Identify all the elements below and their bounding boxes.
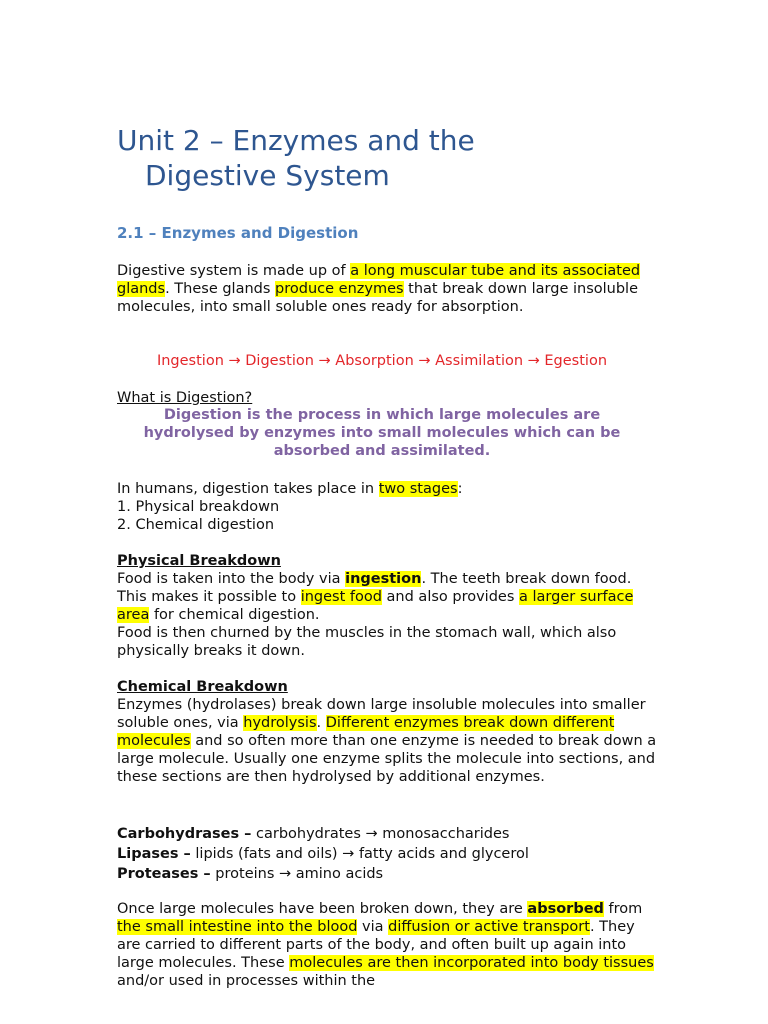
chemical-text-b: .	[316, 715, 326, 731]
physical-breakdown-text	[117, 570, 657, 624]
physical-text-b: . The teeth break down food. This makes it possible to	[117, 571, 632, 605]
physical-text-d: for chemical digestion.	[149, 607, 320, 623]
section-heading: 2.1 – Enzymes and Digestion	[117, 224, 359, 242]
chemical-breakdown-text	[117, 696, 657, 786]
highlight-absorbed: absorbed	[527, 901, 604, 917]
intro-text-a: Digestive system is made up of	[117, 263, 351, 279]
absorption-paragraph	[117, 900, 657, 990]
intro-paragraph	[117, 262, 657, 316]
intro-text-c: that break down large insoluble molecules, into small soluble ones ready for absorption.	[117, 281, 638, 315]
enzyme-name: Carbohydrases –	[117, 826, 252, 842]
physical-text-c: and also provides	[381, 589, 520, 605]
highlight-incorporated: molecules are then incorporated into body tissues	[289, 955, 654, 971]
title-line-2: Digestive System	[145, 159, 390, 192]
stages-text-a: In humans, digestion takes place in	[117, 481, 379, 497]
enzyme-item-lipases	[117, 844, 657, 864]
highlight-surface-area: a larger surface area	[117, 589, 634, 623]
physical-breakdown-text-2: Food is then churned by the muscles in the stomach wall, which also physically breaks it down.	[117, 625, 617, 659]
highlight-diffusion: diffusion or active transport	[388, 919, 590, 935]
enzyme-desc: proteins → amino acids	[210, 866, 384, 882]
highlight-ingest-food: ingest food	[300, 589, 382, 605]
enzyme-name: Proteases –	[117, 866, 211, 882]
highlight-small-intestine: the small intestine into the blood	[117, 919, 358, 935]
intro-text-b: . These glands	[165, 281, 276, 297]
highlight-ingestion: ingestion	[345, 571, 422, 587]
highlight-muscular-tube: a long muscular tube and its associated glands	[117, 263, 641, 297]
absorption-text-b: from	[603, 901, 643, 917]
chemical-text-a: Enzymes (hydrolases) break down large insoluble molecules into smaller soluble ones, via	[117, 697, 646, 731]
absorption-text-e: and/or used in processes within the	[117, 973, 376, 989]
enzyme-desc: carbohydrates → monosaccharides	[251, 826, 510, 842]
stages-text-b: :	[457, 481, 463, 497]
stage-item-2: 2. Chemical digestion	[117, 517, 275, 533]
highlight-two-stages: two stages	[378, 481, 458, 497]
enzyme-desc: lipids (fats and oils) → fatty acids and glycerol	[190, 846, 529, 862]
digestion-definition: Digestion is the process in which large molecules are hydrolysed by enzymes into small molecules which can be absorbed and assimilated.	[143, 407, 621, 459]
page-title	[117, 123, 677, 193]
enzyme-item-carbohydrases	[117, 824, 657, 844]
absorption-text-d: . They are carried to different parts of the body, and often built up again into large molecules. These	[117, 919, 635, 971]
stage-item-1: 1. Physical breakdown	[117, 499, 280, 515]
enzyme-name: Lipases –	[117, 846, 191, 862]
physical-breakdown-block	[117, 552, 657, 660]
highlight-hydrolysis: hydrolysis	[243, 715, 317, 731]
chemical-breakdown-block	[117, 678, 657, 786]
chemical-breakdown-heading: Chemical Breakdown	[117, 679, 288, 695]
physical-text-a: Food is taken into the body via	[117, 571, 346, 587]
what-is-digestion-heading: What is Digestion?	[117, 390, 253, 406]
absorption-text-c: via	[357, 919, 389, 935]
enzyme-list	[117, 824, 657, 884]
physical-breakdown-heading: Physical Breakdown	[117, 553, 281, 569]
absorption-text-a: Once large molecules have been broken down, they are	[117, 901, 528, 917]
stages-block	[117, 480, 657, 534]
highlight-produce-enzymes: produce enzymes	[275, 281, 404, 297]
title-line-1: Unit 2 – Enzymes and the	[117, 124, 475, 157]
enzyme-item-proteases	[117, 864, 657, 884]
digestion-flow: Ingestion → Digestion → Absorption → Assimilation → Egestion	[156, 353, 608, 369]
stages-intro	[117, 480, 657, 498]
chemical-text-c: and so often more than one enzyme is needed to break down a large molecule. Usually one enzyme splits the molecule into sections, and these sections are then hydrolysed by additional enzymes.	[117, 733, 657, 785]
highlight-different-enzymes: Different enzymes break down different molecules	[117, 715, 615, 749]
